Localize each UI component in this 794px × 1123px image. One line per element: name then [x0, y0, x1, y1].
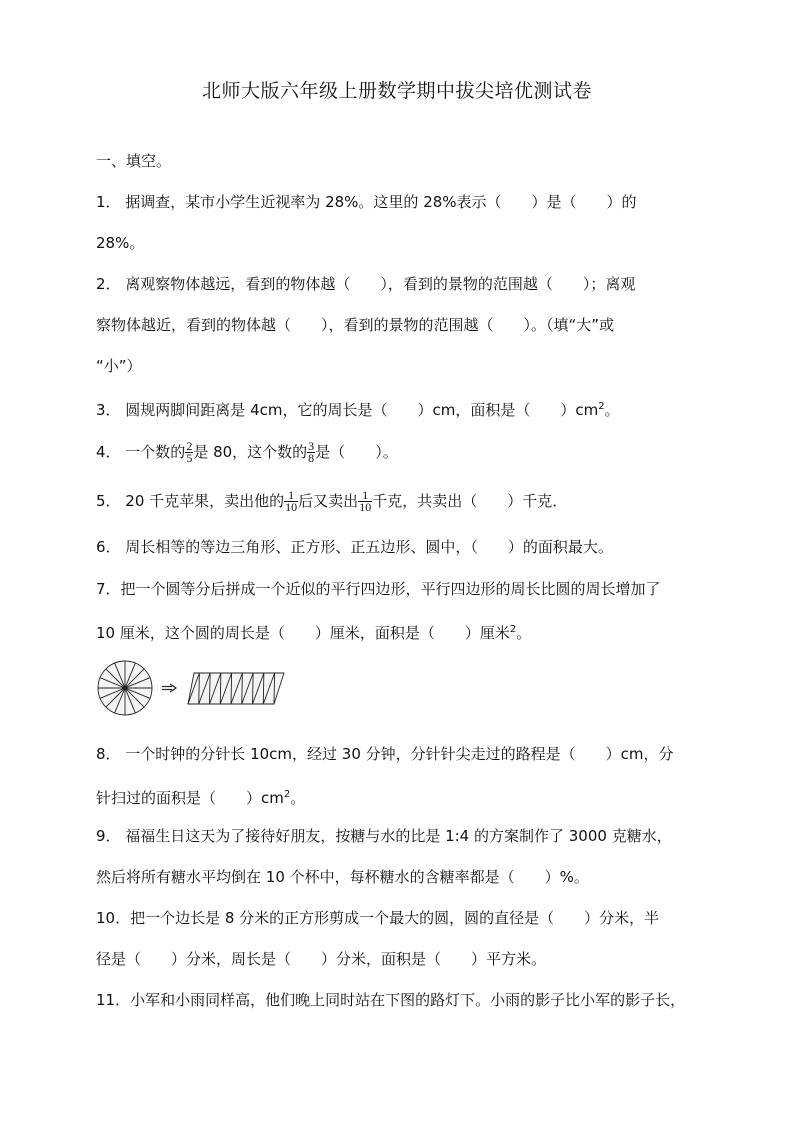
- question-11: 11．小军和小雨同样高，他们晚上同时站在下图的路灯下。小雨的影子比小军的影子长，: [96, 991, 686, 1009]
- section-heading: 一、填空。: [96, 152, 172, 170]
- question-9-cont: 然后将所有糖水平均倒在 10 个杯中，每杯糖水的含糖率都是（ ）%。: [96, 868, 589, 886]
- question-7: 7．把一个圆等分后拼成一个近似的平行四边形，平行四边形的周长比圆的周长增加了: [96, 580, 661, 598]
- fraction: $\frac{1}{10}$: [285, 488, 298, 514]
- question-7-cont: 10 厘米，这个圆的周长是（ ）厘米，面积是（ ）厘米$^2$。: [96, 624, 532, 642]
- fraction: $\frac{3}{8}$: [308, 439, 315, 465]
- question-6: 6． 周长相等的等边三角形、正方形、正五边形、圆中，（ ）的面积最大。: [96, 538, 613, 556]
- question-9: 9． 福福生日这天为了接待好朋友，按糖与水的比是 1:4 的方案制作了 3000 克糖水，: [96, 827, 672, 845]
- fraction: $\frac{1}{10}$: [359, 488, 372, 514]
- question-8: 8． 一个时钟的分针长 10cm，经过 30 分钟，分针针尖走过的路程是（ ）cm，分: [96, 745, 674, 763]
- question-10-cont: 径是（ ）分米，周长是（ ）分米，面积是（ ）平方米。: [96, 950, 547, 968]
- question-4: 4． 一个数的 $\frac{2}{5}$ 是 80，这个数的 $\frac{3}{8}$ 是（ ）。: [96, 439, 398, 465]
- divided-circle: [98, 661, 152, 715]
- arrow-icon: [162, 684, 176, 692]
- question-3: 3． 圆规两脚间距离是 4cm，它的周长是（ ）cm，面积是（ ）$cm^2$。: [96, 401, 620, 419]
- question-2: 2． 离观察物体越远，看到的物体越（ ），看到的景物的范围越（ ）；离观: [96, 275, 636, 293]
- question-2-cont: 察物体越近，看到的物体越（ ），看到的景物的范围越（ ）。（填“大”或: [96, 316, 615, 334]
- question-5: 5． 20 千克苹果，卖出他的 $\frac{1}{10}$ 后又卖出 $\frac{1}{10}$ 千克，共卖出（ ）千克．: [96, 488, 568, 514]
- question-2-cont2: “小”）: [96, 357, 142, 375]
- question-8-cont: 针扫过的面积是（ ）$cm^2$。: [96, 789, 306, 807]
- question-10: 10．把一个边长是 8 分米的正方形剪成一个最大的圆，圆的直径是（ ）分米，半: [96, 909, 660, 927]
- circle-to-parallelogram-figure: [96, 660, 286, 716]
- parallelogram-shape: [188, 673, 284, 704]
- question-1-cont: 28%。: [96, 234, 145, 252]
- page-title: 北师大版六年级上册数学期中拔尖培优测试卷: [201, 80, 592, 102]
- question-1: 1． 据调查，某市小学生近视率为 28%。这里的 28%表示（ ）是（ ）的: [96, 193, 637, 211]
- fraction: $\frac{2}{5}$: [186, 439, 193, 465]
